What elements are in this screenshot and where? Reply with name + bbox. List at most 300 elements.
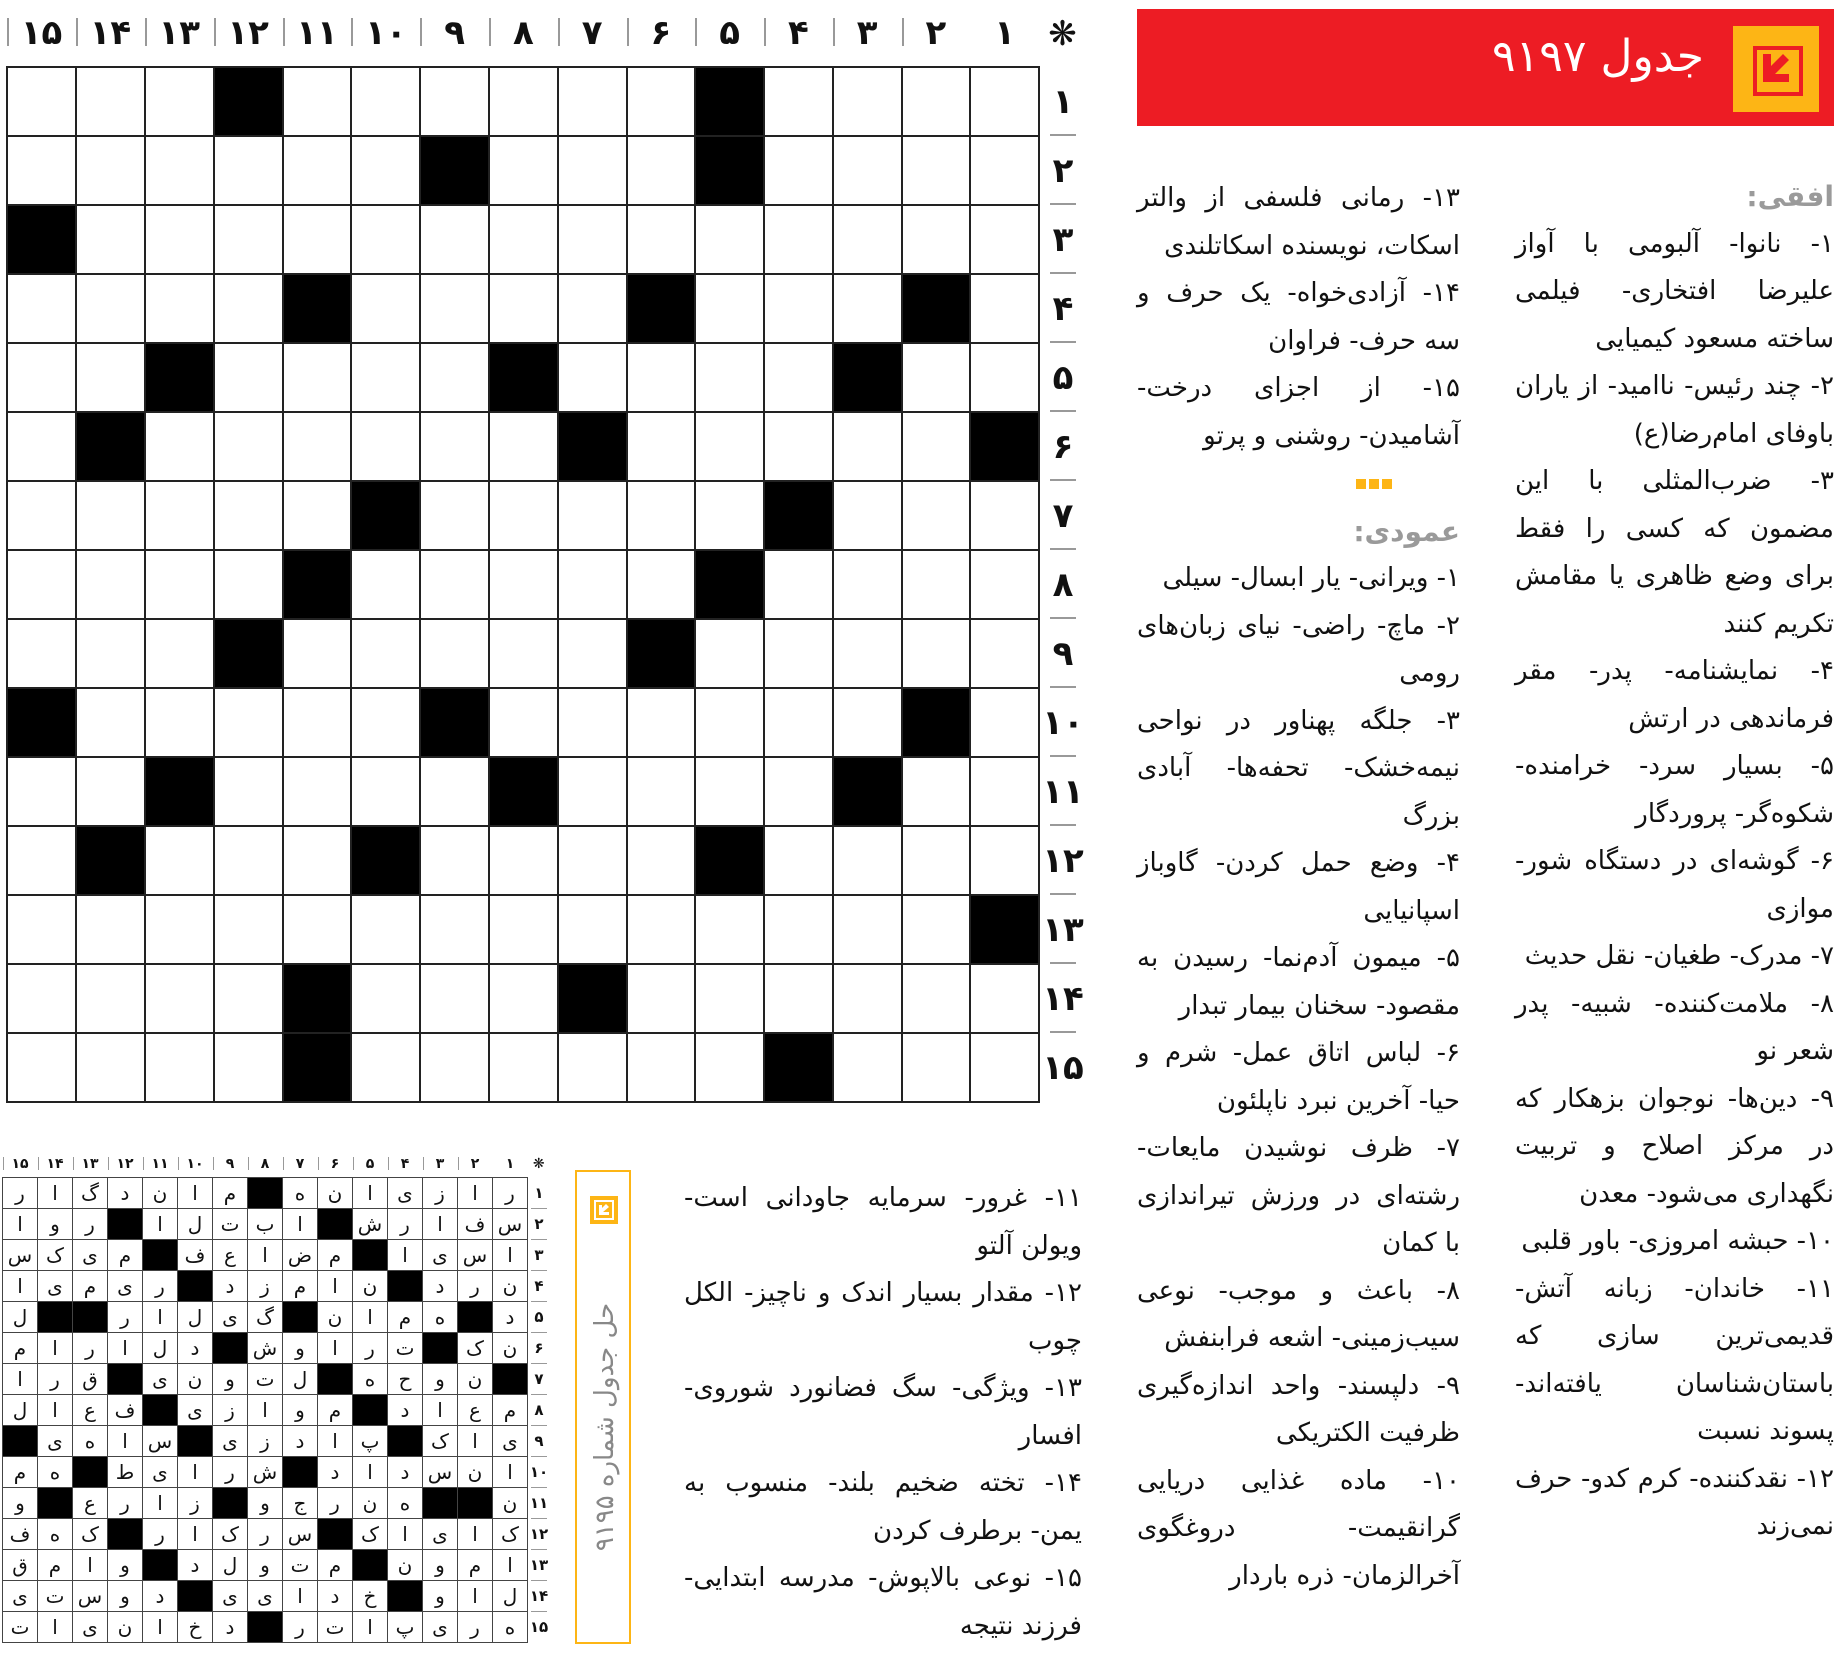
column-number: ۹ — [420, 0, 489, 67]
answer-cell[interactable] — [7, 964, 76, 1033]
answer-cell[interactable] — [558, 826, 627, 895]
column-number: ۱۵ — [7, 0, 76, 67]
answer-cell[interactable] — [214, 688, 283, 757]
solution-cell: و — [423, 1364, 458, 1395]
vertical-clue-15: ۱۵- نوعی بالاپوش- مدرسه ابتدایی- فرزند نتیجه — [684, 1563, 1082, 1641]
solution-cell: ط — [108, 1457, 143, 1488]
answer-cell[interactable] — [351, 1033, 420, 1102]
answer-cell[interactable] — [970, 343, 1039, 412]
black-cell — [458, 1302, 493, 1333]
solution-cell: ی — [73, 1240, 108, 1271]
row-number: ۶ — [1039, 412, 1086, 481]
answer-cell[interactable] — [351, 412, 420, 481]
answer-cell[interactable] — [627, 826, 696, 895]
answer-cell[interactable] — [627, 895, 696, 964]
answer-cell[interactable] — [489, 412, 558, 481]
answer-cell[interactable] — [970, 481, 1039, 550]
answer-cell[interactable] — [214, 826, 283, 895]
answer-cell[interactable] — [283, 67, 352, 136]
answer-cell[interactable] — [145, 619, 214, 688]
answer-cell[interactable] — [420, 481, 489, 550]
answer-cell[interactable] — [902, 895, 971, 964]
answer-cell[interactable] — [420, 964, 489, 1033]
answer-cell[interactable] — [420, 343, 489, 412]
answer-cell[interactable] — [627, 343, 696, 412]
answer-cell[interactable] — [902, 343, 971, 412]
answer-cell[interactable] — [695, 1033, 764, 1102]
answer-cell[interactable] — [627, 67, 696, 136]
black-cell — [420, 688, 489, 757]
answer-cell[interactable] — [764, 688, 833, 757]
answer-cell[interactable] — [558, 895, 627, 964]
solution-cell: ی — [38, 1271, 73, 1302]
answer-cell[interactable] — [627, 1033, 696, 1102]
answer-cell[interactable] — [214, 412, 283, 481]
answer-cell[interactable] — [970, 67, 1039, 136]
answer-cell[interactable] — [695, 343, 764, 412]
answer-cell[interactable] — [902, 481, 971, 550]
black-cell — [558, 964, 627, 1033]
answer-cell[interactable] — [970, 136, 1039, 205]
solution-cell: ا — [493, 1457, 528, 1488]
answer-cell[interactable] — [214, 964, 283, 1033]
solution-cell: و — [283, 1395, 318, 1426]
answer-cell[interactable] — [283, 826, 352, 895]
black-cell — [214, 67, 283, 136]
answer-cell[interactable] — [833, 964, 902, 1033]
answer-cell[interactable] — [558, 757, 627, 826]
solution-cell: و — [38, 1209, 73, 1240]
answer-cell[interactable] — [351, 205, 420, 274]
solution-cell: د — [318, 1581, 353, 1612]
black-cell — [38, 1488, 73, 1519]
column-number: ۶ — [318, 1150, 353, 1178]
answer-cell[interactable] — [145, 205, 214, 274]
answer-cell[interactable] — [145, 136, 214, 205]
solution-cell: ا — [3, 1271, 38, 1302]
answer-cell[interactable] — [833, 205, 902, 274]
answer-cell[interactable] — [7, 67, 76, 136]
row-number: ۱۲ — [1039, 826, 1086, 895]
answer-cell[interactable] — [558, 343, 627, 412]
answer-cell[interactable] — [833, 826, 902, 895]
answer-cell[interactable] — [420, 550, 489, 619]
solution-cell: ر — [3, 1178, 38, 1209]
solution-cell: ا — [38, 1178, 73, 1209]
vertical-clue-5: ۵- میمون آدم‌نما- رسیدن به مقصود- سخنان بیمار تبدار — [1137, 943, 1460, 1021]
answer-cell[interactable] — [970, 757, 1039, 826]
solution-cell: س — [73, 1581, 108, 1612]
answer-cell[interactable] — [970, 205, 1039, 274]
answer-cell[interactable] — [627, 757, 696, 826]
black-cell — [695, 136, 764, 205]
answer-cell[interactable] — [145, 550, 214, 619]
answer-cell[interactable] — [145, 964, 214, 1033]
black-cell — [695, 826, 764, 895]
answer-cell[interactable] — [7, 274, 76, 343]
black-cell — [902, 274, 971, 343]
answer-cell[interactable] — [902, 964, 971, 1033]
answer-cell[interactable] — [833, 67, 902, 136]
grid-row — [7, 757, 1086, 826]
answer-cell[interactable] — [970, 688, 1039, 757]
solution-cell: ا — [458, 1426, 493, 1457]
answer-cell[interactable] — [489, 1033, 558, 1102]
answer-cell[interactable] — [7, 757, 76, 826]
answer-cell[interactable] — [764, 412, 833, 481]
answer-cell[interactable] — [283, 412, 352, 481]
answer-cell[interactable] — [902, 757, 971, 826]
answer-cell[interactable] — [351, 343, 420, 412]
solution-cell: ت — [318, 1612, 353, 1643]
answer-cell[interactable] — [420, 757, 489, 826]
answer-cell[interactable] — [489, 67, 558, 136]
answer-cell[interactable] — [764, 550, 833, 619]
answer-cell[interactable] — [833, 550, 902, 619]
column-number: ۵ — [695, 0, 764, 67]
row-number: ۱ — [528, 1178, 551, 1209]
answer-cell[interactable] — [627, 205, 696, 274]
horizontal-clue-3: ۳- ضرب‌المثلی با این مضمون که کسی را فقط برای وضع ظاهری یا مقامش تکریم کنند — [1515, 466, 1834, 639]
answer-cell[interactable] — [214, 274, 283, 343]
answer-cell[interactable] — [902, 67, 971, 136]
answer-cell[interactable] — [764, 964, 833, 1033]
solution-cell: ا — [353, 1612, 388, 1643]
answer-cell[interactable] — [489, 550, 558, 619]
solution-cell: م — [38, 1550, 73, 1581]
solution-cell: و — [423, 1550, 458, 1581]
solution-grid — [2, 1150, 550, 1643]
black-cell — [283, 1033, 352, 1102]
answer-cell[interactable] — [970, 550, 1039, 619]
answer-cell[interactable] — [489, 274, 558, 343]
answer-cell[interactable] — [76, 688, 145, 757]
answer-cell[interactable] — [283, 205, 352, 274]
solution-cell: خ — [353, 1581, 388, 1612]
answer-cell[interactable] — [627, 550, 696, 619]
answer-cell[interactable] — [351, 274, 420, 343]
solution-cell: ل — [493, 1581, 528, 1612]
answer-cell[interactable] — [970, 619, 1039, 688]
answer-cell[interactable] — [76, 550, 145, 619]
horizontal-clue-15: ۱۵- از اجزای درخت- آشامیدن- روشنی و پرتو — [1137, 373, 1460, 451]
black-cell — [143, 1550, 178, 1581]
solution-cell: م — [458, 1550, 493, 1581]
answer-cell[interactable] — [764, 619, 833, 688]
answer-cell[interactable] — [489, 688, 558, 757]
answer-cell[interactable] — [695, 412, 764, 481]
answer-cell[interactable] — [902, 136, 971, 205]
answer-cell[interactable] — [627, 481, 696, 550]
answer-cell[interactable] — [76, 1033, 145, 1102]
black-cell — [213, 1488, 248, 1519]
solution-cell: پ — [353, 1426, 388, 1457]
solution-cell: ی — [423, 1612, 458, 1643]
grid-row — [7, 550, 1086, 619]
answer-cell[interactable] — [970, 826, 1039, 895]
answer-cell[interactable] — [283, 136, 352, 205]
answer-cell[interactable] — [145, 826, 214, 895]
solution-cell: م — [73, 1271, 108, 1302]
solution-cell: ا — [353, 1178, 388, 1209]
answer-cell[interactable] — [489, 205, 558, 274]
solution-cell: ا — [283, 1209, 318, 1240]
solution-cell: و — [213, 1364, 248, 1395]
crossword-grid — [6, 0, 1086, 1103]
row-number: ۱۵ — [529, 1618, 549, 1636]
answer-cell[interactable] — [214, 895, 283, 964]
answer-cell[interactable] — [420, 619, 489, 688]
solution-cell: گ — [73, 1178, 108, 1209]
answer-cell[interactable] — [214, 757, 283, 826]
answer-cell[interactable] — [351, 964, 420, 1033]
black-cell — [283, 274, 352, 343]
solution-cell: د — [388, 1457, 423, 1488]
answer-cell[interactable] — [764, 136, 833, 205]
answer-cell[interactable] — [7, 343, 76, 412]
grid-row — [3, 1581, 551, 1612]
column-number: ۱۳ — [73, 1150, 108, 1178]
answer-cell[interactable] — [145, 1033, 214, 1102]
solution-cell: ر — [143, 1271, 178, 1302]
answer-cell[interactable] — [420, 826, 489, 895]
grid-row — [7, 205, 1086, 274]
solution-cell: ا — [178, 1178, 213, 1209]
black-cell — [248, 1612, 283, 1643]
answer-cell[interactable] — [145, 274, 214, 343]
answer-cell[interactable] — [214, 205, 283, 274]
answer-cell[interactable] — [145, 412, 214, 481]
solution-cell: ر — [458, 1271, 493, 1302]
answer-cell[interactable] — [902, 550, 971, 619]
answer-cell[interactable] — [970, 964, 1039, 1033]
answer-cell[interactable] — [764, 826, 833, 895]
answer-cell[interactable] — [214, 1033, 283, 1102]
solution-cell: ن — [318, 1302, 353, 1333]
answer-cell[interactable] — [489, 964, 558, 1033]
answer-cell[interactable] — [76, 757, 145, 826]
answer-cell[interactable] — [76, 343, 145, 412]
solution-cell: ا — [38, 1395, 73, 1426]
black-cell — [108, 1519, 143, 1550]
answer-cell[interactable] — [902, 826, 971, 895]
column-number: ۴ — [388, 1150, 423, 1178]
answer-cell[interactable] — [902, 205, 971, 274]
answer-cell[interactable] — [420, 274, 489, 343]
answer-cell[interactable] — [7, 136, 76, 205]
answer-cell[interactable] — [489, 481, 558, 550]
grid-row — [3, 1271, 551, 1302]
answer-cell[interactable] — [764, 343, 833, 412]
answer-cell[interactable] — [764, 67, 833, 136]
answer-cell[interactable] — [420, 205, 489, 274]
answer-cell[interactable] — [833, 1033, 902, 1102]
solution-label: حل جدول شماره ۹۱۹۵ — [590, 1302, 620, 1552]
answer-cell[interactable] — [695, 274, 764, 343]
answer-cell[interactable] — [351, 895, 420, 964]
grid-row — [7, 343, 1086, 412]
column-number: ۲ — [902, 0, 971, 67]
answer-cell[interactable] — [145, 67, 214, 136]
horizontal-clues-column — [1515, 173, 1834, 1551]
answer-cell[interactable] — [214, 343, 283, 412]
answer-cell[interactable] — [833, 481, 902, 550]
answer-cell[interactable] — [145, 688, 214, 757]
answer-cell[interactable] — [283, 757, 352, 826]
answer-cell[interactable] — [420, 67, 489, 136]
grid-row — [7, 412, 1086, 481]
answer-cell[interactable] — [145, 895, 214, 964]
black-cell — [423, 1488, 458, 1519]
answer-cell[interactable] — [695, 619, 764, 688]
answer-cell[interactable] — [76, 619, 145, 688]
answer-cell[interactable] — [558, 688, 627, 757]
column-number: ۱ — [505, 1155, 515, 1172]
answer-cell[interactable] — [695, 688, 764, 757]
answer-cell[interactable] — [764, 274, 833, 343]
answer-cell[interactable] — [145, 481, 214, 550]
answer-cell[interactable] — [627, 964, 696, 1033]
answer-cell[interactable] — [420, 1033, 489, 1102]
answer-cell[interactable] — [489, 136, 558, 205]
solution-cell: ت — [38, 1581, 73, 1612]
solution-cell: ف — [108, 1395, 143, 1426]
answer-cell[interactable] — [76, 895, 145, 964]
answer-cell[interactable] — [902, 412, 971, 481]
answer-cell[interactable] — [489, 826, 558, 895]
black-cell — [558, 412, 627, 481]
column-number: ۱۴ — [76, 0, 145, 67]
answer-cell[interactable] — [558, 67, 627, 136]
answer-cell[interactable] — [833, 274, 902, 343]
answer-cell[interactable] — [695, 481, 764, 550]
row-number: ۱۰ — [528, 1457, 551, 1488]
solution-cell: و — [108, 1550, 143, 1581]
answer-cell[interactable] — [695, 205, 764, 274]
answer-cell[interactable] — [351, 688, 420, 757]
solution-cell: ه — [283, 1178, 318, 1209]
answer-cell[interactable] — [833, 688, 902, 757]
grid-row — [3, 1395, 551, 1426]
answer-cell[interactable] — [695, 757, 764, 826]
answer-cell[interactable] — [7, 1033, 76, 1102]
answer-cell[interactable] — [833, 136, 902, 205]
solution-cell: ن — [458, 1364, 493, 1395]
answer-cell[interactable] — [7, 826, 76, 895]
answer-cell[interactable] — [902, 1033, 971, 1102]
answer-cell[interactable] — [695, 895, 764, 964]
answer-cell[interactable] — [970, 1033, 1039, 1102]
separator-dots — [1137, 460, 1460, 508]
answer-cell[interactable] — [489, 619, 558, 688]
answer-cell[interactable] — [351, 67, 420, 136]
solution-cell: ا — [458, 1519, 493, 1550]
black-cell — [318, 1209, 353, 1240]
vertical-clue-13: ۱۳- ویژگی- سگ فضانورد شوروی- افسار — [684, 1373, 1082, 1451]
answer-cell[interactable] — [283, 619, 352, 688]
solution-cell: و — [423, 1581, 458, 1612]
black-cell — [420, 136, 489, 205]
answer-cell[interactable] — [695, 964, 764, 1033]
answer-cell[interactable] — [558, 205, 627, 274]
answer-cell[interactable] — [558, 481, 627, 550]
answer-cell[interactable] — [489, 895, 558, 964]
answer-cell[interactable] — [7, 895, 76, 964]
answer-cell[interactable] — [214, 136, 283, 205]
solution-cell: ا — [38, 1333, 73, 1364]
answer-cell[interactable] — [351, 757, 420, 826]
answer-cell[interactable] — [558, 136, 627, 205]
answer-cell[interactable] — [558, 1033, 627, 1102]
black-cell — [38, 1302, 73, 1333]
answer-cell[interactable] — [76, 274, 145, 343]
answer-cell[interactable] — [76, 136, 145, 205]
black-cell — [143, 1240, 178, 1271]
solution-cell: ل — [178, 1302, 213, 1333]
solution-cell: د — [213, 1271, 248, 1302]
answer-cell[interactable] — [627, 412, 696, 481]
solution-cell: ر — [283, 1612, 318, 1643]
answer-cell[interactable] — [214, 481, 283, 550]
solution-cell: ن — [143, 1178, 178, 1209]
answer-cell[interactable] — [76, 67, 145, 136]
black-cell — [318, 1364, 353, 1395]
answer-cell[interactable] — [351, 619, 420, 688]
answer-cell[interactable] — [764, 205, 833, 274]
answer-cell[interactable] — [214, 550, 283, 619]
answer-cell[interactable] — [283, 895, 352, 964]
answer-cell[interactable] — [7, 619, 76, 688]
answer-cell[interactable] — [764, 895, 833, 964]
solution-cell: س — [3, 1240, 38, 1271]
answer-cell[interactable] — [558, 550, 627, 619]
answer-cell[interactable] — [833, 412, 902, 481]
answer-cell[interactable] — [351, 136, 420, 205]
answer-cell[interactable] — [627, 688, 696, 757]
solution-cell: م — [318, 1395, 353, 1426]
answer-cell[interactable] — [764, 757, 833, 826]
solution-cell: ا — [38, 1612, 73, 1643]
answer-cell[interactable] — [558, 619, 627, 688]
answer-cell[interactable] — [283, 481, 352, 550]
answer-cell[interactable] — [833, 895, 902, 964]
answer-cell[interactable] — [7, 481, 76, 550]
black-cell — [970, 412, 1039, 481]
answer-cell[interactable] — [558, 274, 627, 343]
answer-cell[interactable] — [420, 895, 489, 964]
solution-cell: پ — [388, 1612, 423, 1643]
answer-cell[interactable] — [627, 136, 696, 205]
answer-cell[interactable] — [7, 550, 76, 619]
answer-cell[interactable] — [7, 412, 76, 481]
solution-cell: ع — [73, 1395, 108, 1426]
answer-cell[interactable] — [420, 412, 489, 481]
answer-cell[interactable] — [76, 964, 145, 1033]
solution-cell: د — [178, 1550, 213, 1581]
answer-cell[interactable] — [283, 688, 352, 757]
column-number: ۱۲ — [214, 0, 283, 67]
horizontal-clue-11: ۱۱- خاندان- زبانه آتش- قدیمی‌ترین سازی که باستان‌شناسان یافته‌اند- پسوند نسبت — [1515, 1273, 1834, 1446]
answer-cell[interactable] — [283, 343, 352, 412]
answer-cell[interactable] — [76, 481, 145, 550]
answer-cell[interactable] — [76, 205, 145, 274]
answer-cell[interactable] — [970, 274, 1039, 343]
answer-cell[interactable] — [351, 550, 420, 619]
black-cell — [143, 1395, 178, 1426]
answer-cell[interactable] — [833, 619, 902, 688]
horizontal-clue-1: ۱- نانوا- آلبومی با آواز علیرضا افتخاری- فیلمی ساخته مسعود کیمیایی — [1515, 228, 1834, 354]
answer-cell[interactable] — [902, 619, 971, 688]
